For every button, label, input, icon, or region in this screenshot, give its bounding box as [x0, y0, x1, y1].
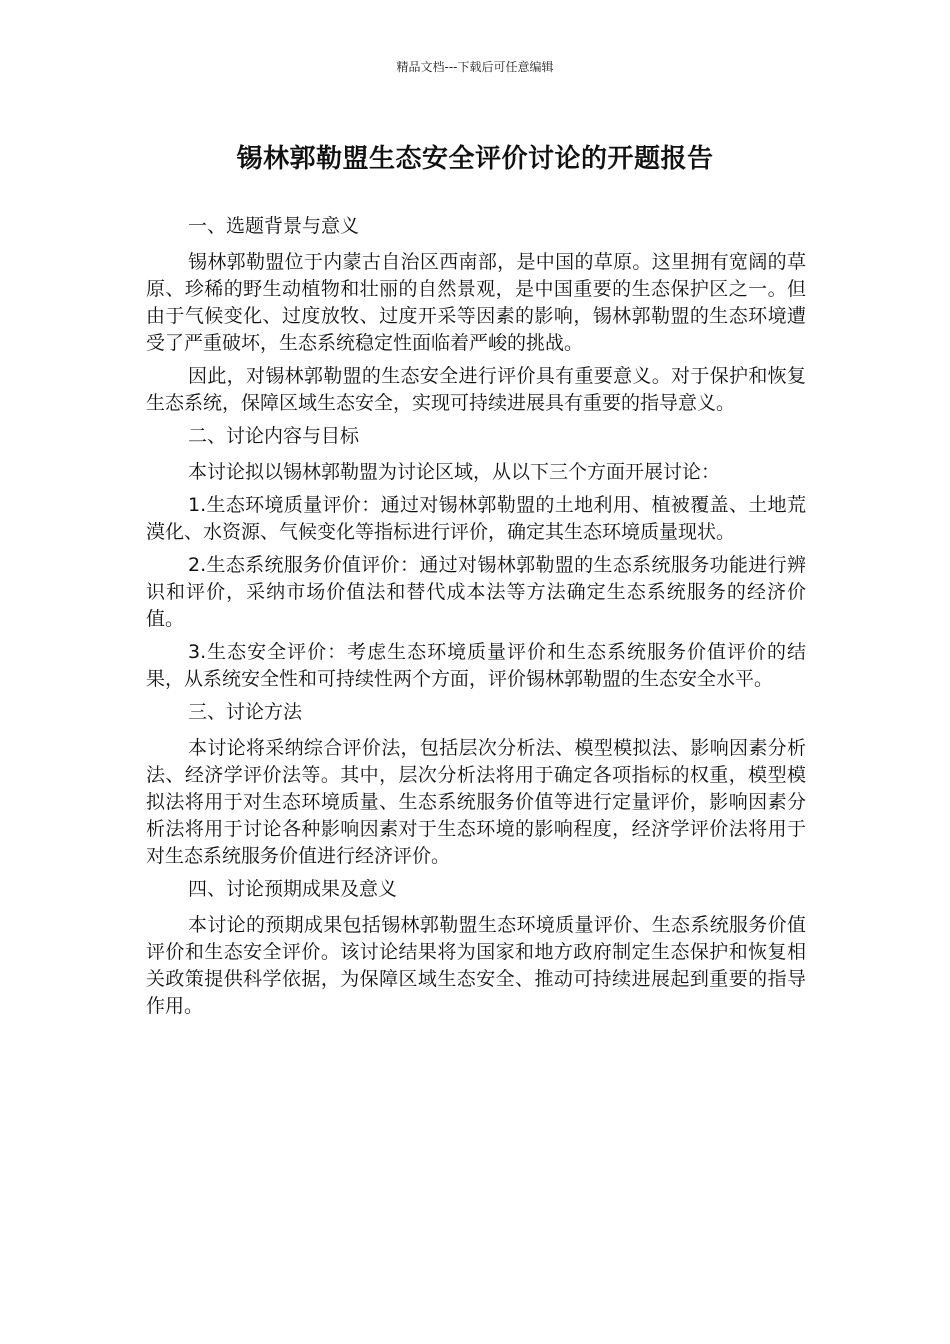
section-heading: 三、讨论方法 [188, 701, 303, 723]
paragraph: 本讨论拟以锡林郭勒盟为讨论区域，从以下三个方面开展讨论： [188, 461, 721, 483]
paragraph: 本讨论的预期成果包括锡林郭勒盟生态环境质量评价、生态系统服务价值评价和生态安全评价。该讨论结果将为国家和地方政府制定生态保护和恢复相关政策提供科学依据，为保障区域生态安全、推动可持续进展起到重要的指导作用。 [146, 914, 806, 1017]
list-item-paragraph: 3.生态安全评价：考虑生态环境质量评价和生态系统服务价值评价的结果，从系统安全性和可持续性两个方面，评价锡林郭勒盟的生态安全水平。 [146, 641, 806, 690]
list-item-paragraph: 2.生态系统服务价值评价：通过对锡林郭勒盟的生态系统服务功能进行辨识和评价，采纳市场价值法和替代成本法等方法确定生态系统服务的经济价值。 [146, 554, 806, 630]
section-heading: 一、选题背景与意义 [188, 215, 360, 237]
paragraph: 锡林郭勒盟位于内蒙古自治区西南部，是中国的草原。这里拥有宽阔的草原、珍稀的野生动植物和壮丽的自然景观，是中国重要的生态保护区之一。但由于气候变化、过度放牧、过度开采等因素的影响，锡林郭勒盟的生态环境遭受了严重破坏，生态系统稳定性面临着严峻的挑战。 [146, 251, 806, 354]
page-header: 精品文档---下载后可任意编辑 [396, 60, 554, 74]
section-heading: 二、讨论内容与目标 [188, 425, 360, 447]
document-title: 锡林郭勒盟生态安全评价讨论的开题报告 [236, 144, 714, 174]
paragraph: 本讨论将采纳综合评价法，包括层次分析法、模型模拟法、影响因素分析法、经济学评价法等。其中，层次分析法将用于确定各项指标的权重，模型模拟法将用于对生态环境质量、生态系统服务价值等进行定量评价，影响因素分析法将用于讨论各种影响因素对于生态环境的影响程度，经济学评价法将用于对生态系统服务价值进行经济评价。 [146, 737, 806, 867]
section-heading: 四、讨论预期成果及意义 [188, 878, 398, 900]
paragraph: 因此，对锡林郭勒盟的生态安全进行评价具有重要意义。对于保护和恢复生态系统，保障区域生态安全，实现可持续进展具有重要的指导意义。 [146, 365, 806, 414]
list-item-paragraph: 1.生态环境质量评价：通过对锡林郭勒盟的土地利用、植被覆盖、土地荒漠化、水资源、气候变化等指标进行评价，确定其生态环境质量现状。 [146, 494, 806, 543]
document-body [146, 213, 806, 1026]
